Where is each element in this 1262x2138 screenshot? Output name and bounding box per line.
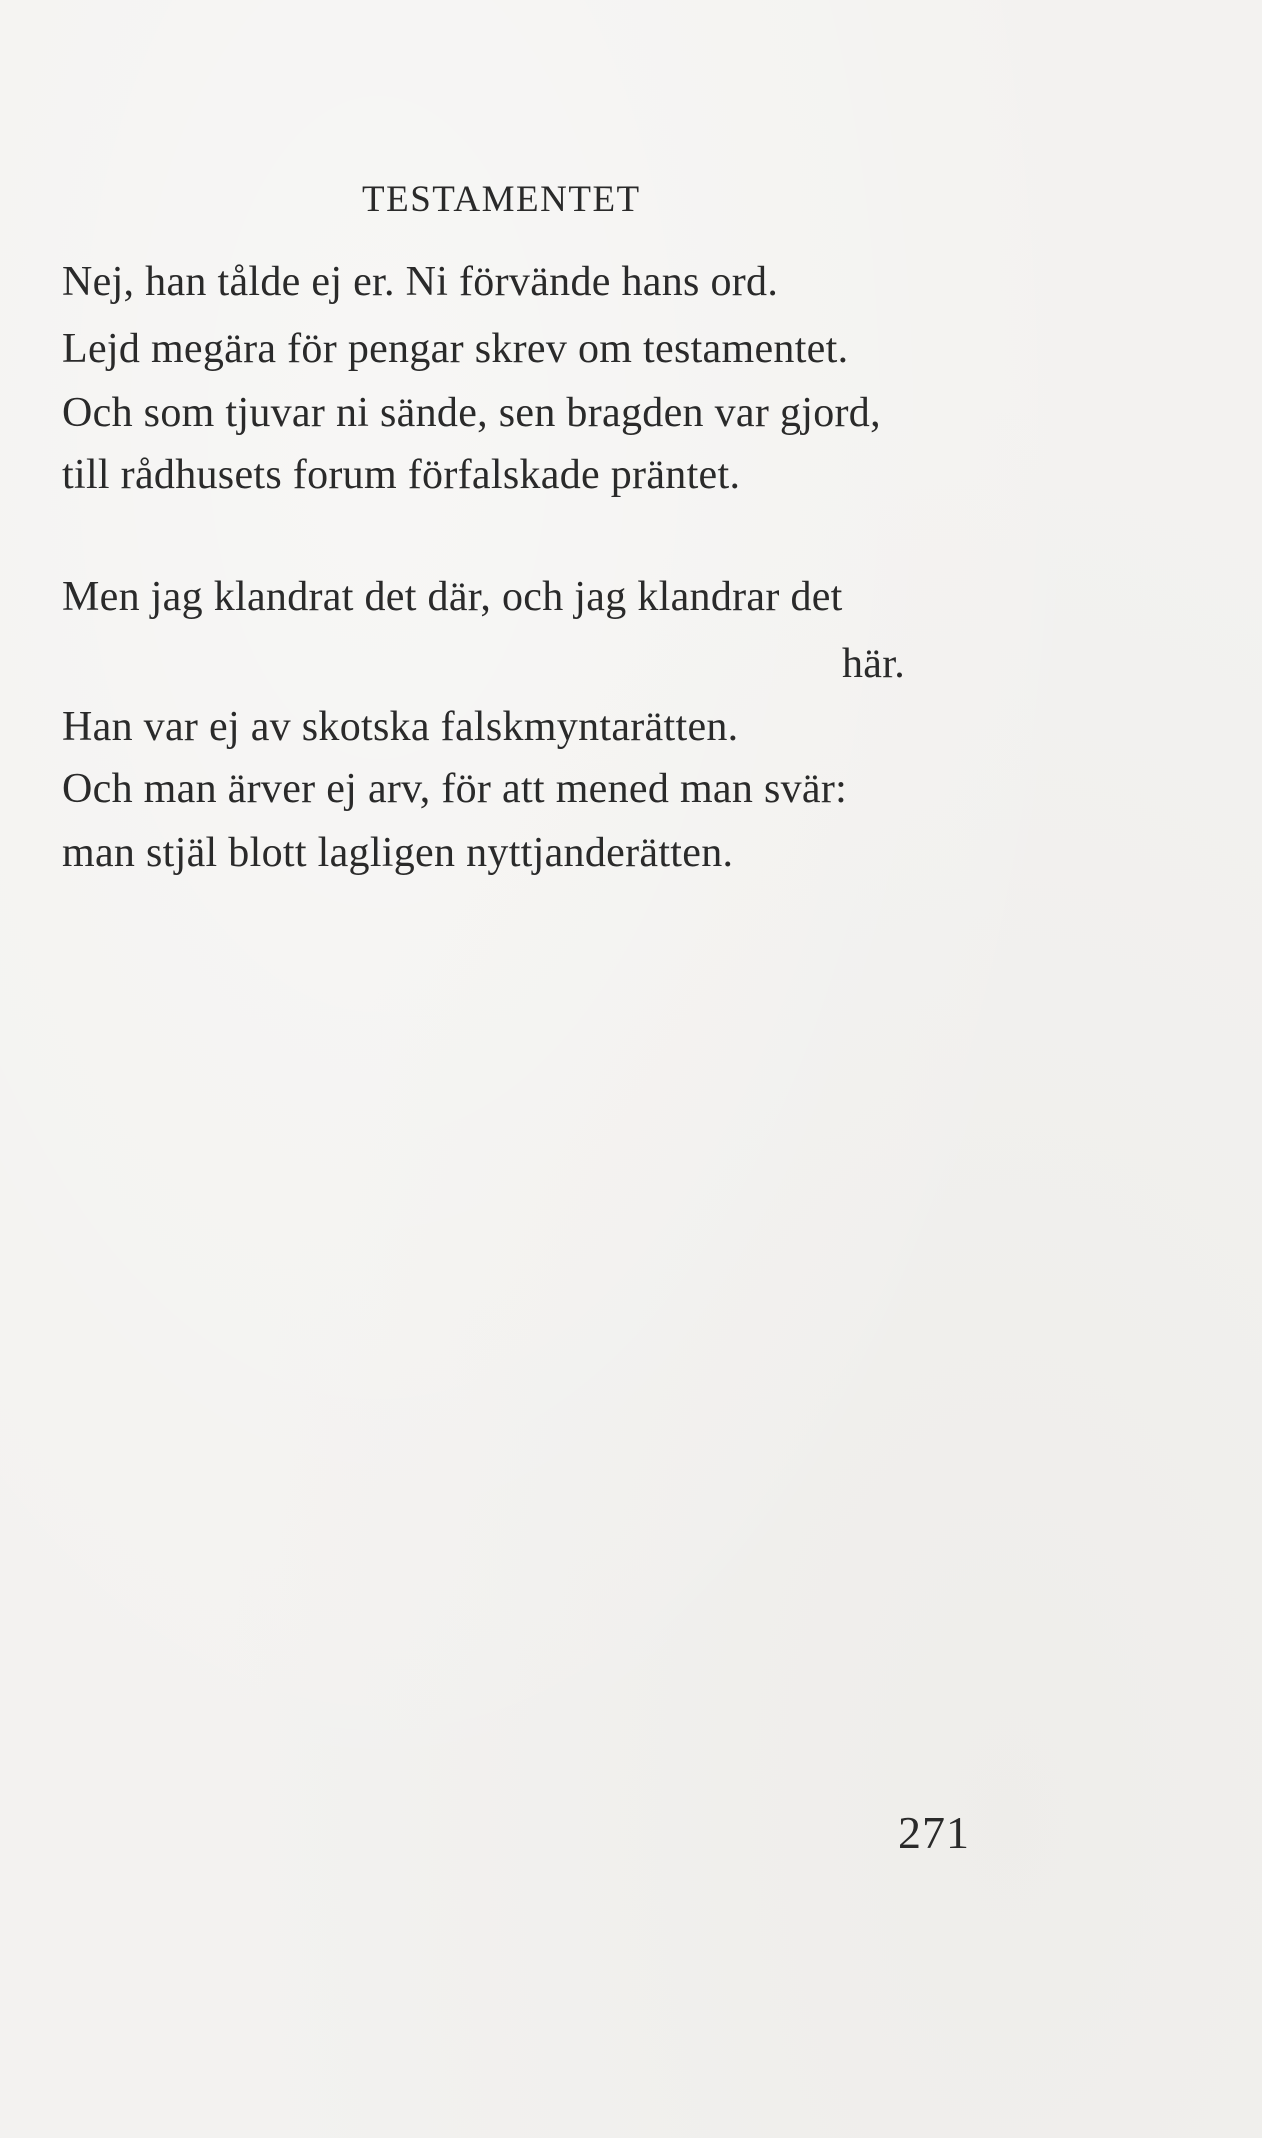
poem-line: till rådhusets forum förfalskade präntet. <box>62 452 741 498</box>
poem-line: man stjäl blott lagligen nyttjanderätten. <box>62 830 734 876</box>
poem-title: TESTAMENTET <box>362 179 641 220</box>
poem-line: Han var ej av skotska falskmyntarätten. <box>62 704 739 750</box>
page-number: 271 <box>898 1807 970 1858</box>
poem-line: Nej, han tålde ej er. Ni förvände hans ord. <box>62 259 779 305</box>
poem-line: Lejd megära för pengar skrev om testamentet. <box>62 326 849 372</box>
poem-line: Men jag klandrat det där, och jag klandrar det <box>62 574 843 620</box>
poem-line: Och som tjuvar ni sände, sen bragden var gjord, <box>62 390 881 436</box>
poem-line-continuation: här. <box>842 641 906 687</box>
poem-line: Och man ärver ej arv, för att mened man svär: <box>62 766 848 812</box>
